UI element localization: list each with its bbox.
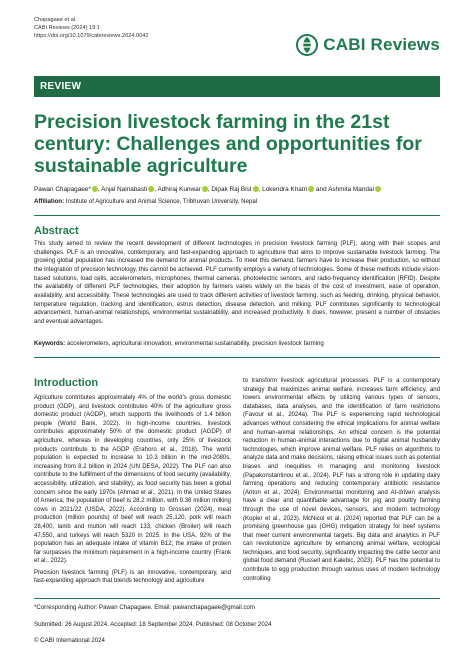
author-list bbox=[34, 185, 454, 194]
paragraph: Precision livestock farming (PLF) is an innovative, contemporary, and fast-expanding approach that blends technology and agriculture bbox=[34, 569, 231, 585]
divider bbox=[34, 357, 440, 358]
affiliation-label: Affiliation: bbox=[34, 198, 65, 205]
author-separator: , bbox=[97, 186, 102, 193]
keywords-text: accelerometers, agricultural innovation, environmental sustainability, precision livestock farming bbox=[66, 340, 324, 347]
cabi-globe-icon bbox=[296, 34, 318, 56]
doi-link[interactable]: https://doi.org/10.1079/cabireviews.2024.0042 bbox=[34, 33, 149, 39]
keywords-label: Keywords: bbox=[34, 340, 66, 347]
corresponding-author: *Corresponding Author: Pawan Chapagaee. Email: pawanchapagaee@gmail.com bbox=[34, 604, 255, 611]
paragraph: Agriculture contributes approximately 4% of the world’s gross domestic product (GDP), and livestock contributes 40% of the agriculture gross domestic product (AGDP), which supports the livelihoods of 1.4 billion people (World Bank, 2022). In high-income countries, livestock contributes approximately 50% of the domestic product (AGDP) of agriculture, whereas in developing countries, only 25% of livestock products contribute to the AGDP (Erahoro et al., 2018). The world population is expected to increase to 10.3 billion in the mid-2080s, increasing from 8.2 billion in 2024 (UN DESA, 2022). The PLF can also contribute to the fulfillment of the dimensions of food security (availability, accessibility, utilization, and stability), as food security has been a global concern since the early 1970s (Ahmad et al., 2021). In the United States of America, the population of beef is 28.2 million, with 9.36 million milking cows in 2021/22 (USDA, 2022). According to Grossen (2024), meat production (million pounds) of beef will reach 25,120, pork will reach 28,400, lamb and mutton will reach 133, chicken (Broiler) will reach 47,550, and turkeys will reach 5320 in 2025. In the USA, 92% of the population has an adequate intake of vitamin B12; the intake of protein far surpasses the minimum requirement in a high-income country (Frank et al., 2022). bbox=[34, 395, 231, 565]
right-column bbox=[243, 377, 440, 586]
citation-journal: CABI Reviews (2024) 19:1 bbox=[34, 25, 100, 31]
copyright: © CABI International 2024 bbox=[34, 637, 105, 644]
brand-name: CABI Reviews bbox=[323, 35, 440, 54]
divider bbox=[34, 598, 440, 599]
affiliation-text: Institute of Agriculture and Animal Science, Tribhuvan University, Nepal bbox=[65, 198, 258, 205]
author-separator: , bbox=[258, 186, 263, 193]
author-name: Pawan Chapagaee* bbox=[34, 186, 91, 193]
article-title: Precision livestock farming in the 21st century: Challenges and opportunities for sustainable agriculture bbox=[34, 111, 422, 177]
article-type-label: REVIEW bbox=[40, 81, 82, 92]
author-name: Lokendra Khatri bbox=[262, 186, 308, 193]
divider bbox=[34, 215, 440, 216]
paragraph: to transform livestock agricultural processes. PLF is a contemporary strategy that maximizes animal welfare, increases farm efficiency, and lowers environmental effects by utilizing various types of sensors, databases, data analyses, and the identification of farm restrictions (Favour et al., 2024a). The PLF is experiencing rapid technological advances without considering the ethical implications for animal welfare and human-animal relationships. An ethical concern is the potential reduction in human-animal interactions due to digital animal husbandry technologies, which improve animal welfare. PLF relies on algorithms to analyze data and make decisions, raising ethical issues such as potential biases and inequities in managing and monitoring livestock (Papakonstantinou et al., 2024). PLF has a strong role in updating dairy farming operations and reducing contemporary antibiotic resistance (Ariton et al., 2024). Environmental monitoring and AI-driven analysis have a clear and quantifiable advantage for pig and poultry farming through the use of novel devices, sensors, and modern technology (Kopler et al., 2023). McNicol et al. (2024) reported that PLF can be a promising greenhouse gas (GHG) mitigation strategy for beef systems that meet current environmental targets. Big data and analytics in PLF can revolutionize agriculture by enhancing animal welfare, ecological techniques, and food security, significantly impacting the cattle sector and global food demand (Russell and Kalebic, 2023). PLF has the potential to contribute to egg production through various uses of modern technology controlling bbox=[243, 378, 440, 582]
article-type-banner bbox=[34, 76, 440, 97]
keywords bbox=[34, 340, 440, 348]
author-separator: , bbox=[154, 186, 158, 193]
orcid-icon[interactable] bbox=[375, 186, 381, 192]
affiliation bbox=[34, 198, 440, 206]
author-separator: and bbox=[314, 186, 329, 193]
author-separator: , bbox=[207, 186, 212, 193]
abstract-heading: Abstract bbox=[34, 225, 79, 237]
citation-block bbox=[34, 16, 148, 40]
cabi-reviews-logo[interactable] bbox=[296, 34, 440, 56]
publication-dates: Submitted: 26 August 2024. Accepted: 18 September 2024. Published: 08 October 2024 bbox=[34, 621, 272, 628]
left-column bbox=[34, 377, 231, 589]
abstract-text: This study aimed to review the recent development of different technologies in precision livestock farming (PLF), along with their scopes and challenges. PLF is an innovative, contemporary, and fast-expanding approach to agriculture that aims to improve sustainable livestock farming. The growing global population has increased the demand for animal products. To meet this demand, farmers have to increase their production, so without the integration of precision technology, this cannot be achieved. PLF currently employs a variety of technologies. Some of these methods include vision-based solutions, load cells, accelerometers, microphones, thermal cameras, photoelectric sensors, and radio-frequency identification (RFID). Despite the availability of different PLF technologies, their adoption by farmers varies widely on the basis of the cost of investment, ease of operation, availability, and accessibility. These technologies are used to track different activities of livestock farming, such as feeding, drinking, physical behavior, temperature regulation, tracking and identification, estrus detection, disease detection, and milking. PLF contributes significantly to technological advancement, human-animal relationships, environmental sustainability, and increased productivity. It does, however, present a number of obstacles and eventual advantages. bbox=[34, 241, 440, 325]
author-name: Ashmita Mandal bbox=[328, 186, 374, 193]
author-name: Dipak Raj Bist bbox=[211, 186, 252, 193]
citation-authors: Chapagaee et al. bbox=[34, 17, 77, 23]
author-name: Adhiraj Kunwar bbox=[157, 186, 201, 193]
introduction-heading: Introduction bbox=[34, 377, 99, 389]
author-name: Anjal Nainabasti bbox=[101, 186, 148, 193]
